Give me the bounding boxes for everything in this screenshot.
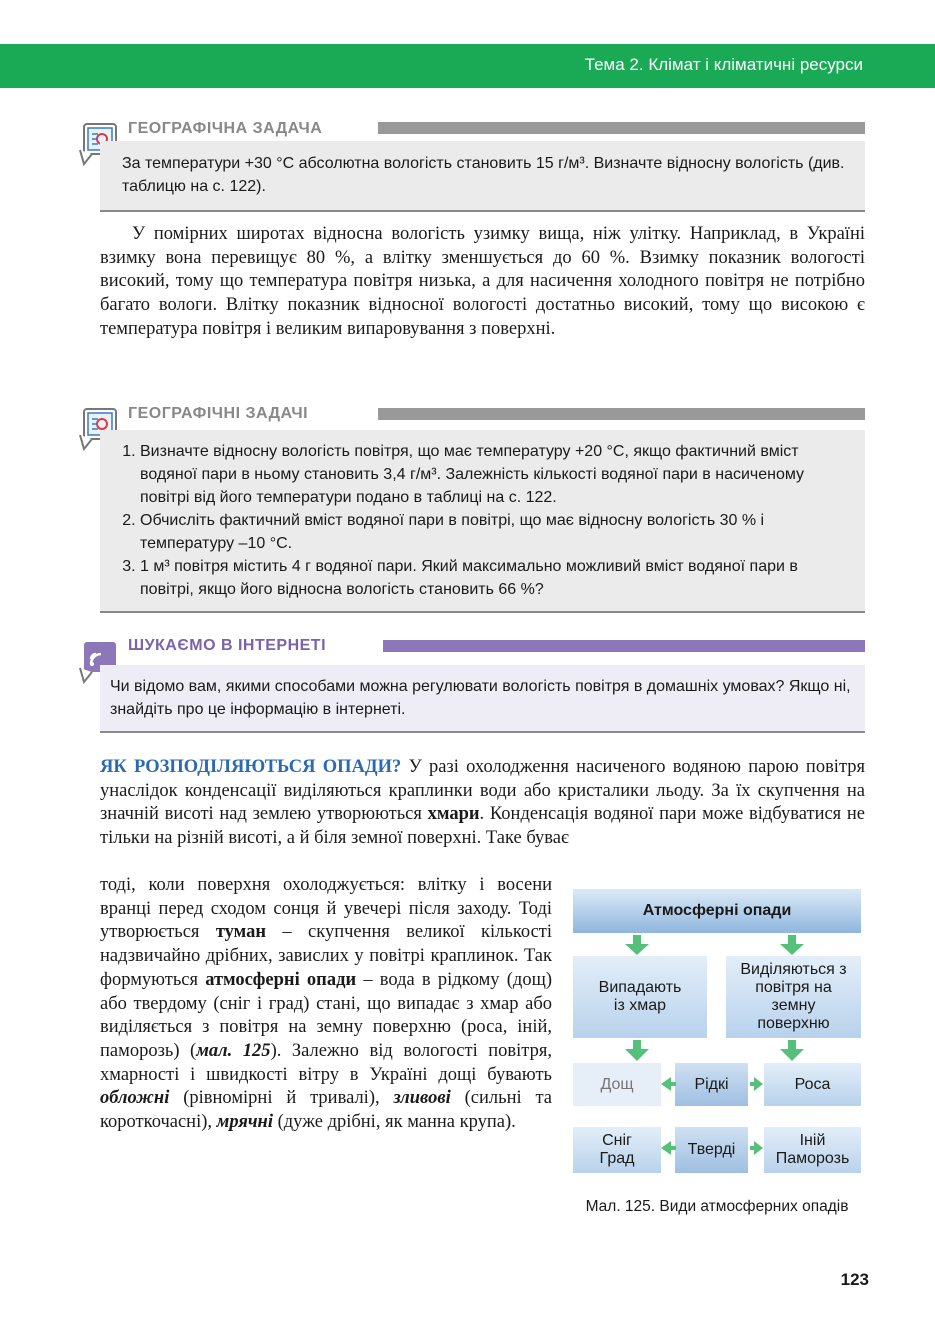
section-text: У разі охолодження насиченого водяною парою повітря унаслідок конденсації виділяються краплинки води або кристалики льоду. За їх скупчення на значній висоті над землею утворюються — [100, 757, 866, 825]
diagram-dew: Роса — [764, 1063, 861, 1106]
tasks-box — [100, 430, 865, 613]
task-box — [100, 141, 865, 212]
task-item: 3. 1 м³ повітря містить 4 г водяної пари. Який максимально можливий вміст водяної пари в повітрі, якщо його відносна вологість становить 66 %? — [140, 555, 843, 601]
section-paragraph — [100, 756, 865, 851]
arrow-right-icon — [754, 1077, 763, 1091]
task-title: ГЕОГРАФІЧНА ЗАДАЧА — [128, 120, 323, 137]
section-text: (сильні та короткочасні), — [100, 1088, 553, 1133]
arrow-left-icon — [661, 1141, 671, 1155]
diagram-from-clouds: Випадають із хмар — [573, 956, 707, 1038]
section-heading: ЯК РОЗПОДІЛЯЮТЬСЯ ОПАДИ? — [100, 757, 402, 777]
figure-reference: мал. 125 — [196, 1040, 271, 1061]
term-fog: туман — [215, 922, 267, 943]
diagram-side-arrows — [659, 1076, 769, 1166]
section-paragraph-cont — [100, 874, 552, 1135]
internet-title: ШУКАЄМО В ІНТЕРНЕТІ — [128, 637, 327, 654]
figure-caption: Мал. 125. Види атмосферних опадів — [585, 1198, 849, 1215]
task-item: 2. Обчисліть фактичний вміст водяної пари в повітрі, що має відносну вологість 30 % і температуру –10 °С. — [140, 509, 843, 555]
chapter-header-bar — [0, 44, 935, 88]
internet-box — [100, 665, 865, 733]
arrow-left-icon — [661, 1077, 671, 1091]
diagram-frost: Іній Паморозь — [764, 1127, 861, 1173]
title-rule — [378, 122, 865, 134]
term-steady-rain: обложні — [100, 1088, 170, 1109]
section-text: тоді, коли поверхня охолоджується: влітку і восени вранці перед сходом сонця й увечері після заходу. Тоді утворюється — [100, 875, 552, 943]
arrow-right-icon — [754, 1141, 763, 1155]
diagram-liquid: Рідкі — [675, 1063, 748, 1106]
body-paragraph: У помірних широтах відносна вологість узимку вища, ніж улітку. Наприклад, в Україні взимку вона перевищує 80 %, а влітку зменшується до 60 %. Взимку показник вологості високий, тому що температура повітря низька, а для насичення холодного повітря не потрібно багато вологи. Влітку показник відносної вологості достатньо високий, тому що високою є температура повітря і великим випаровування з поверхні. — [100, 224, 865, 339]
term-clouds: хмари — [427, 804, 480, 825]
section-text: – скупчення великої кількості надзвичайно дрібних, завислих у повітрі краплинок. Так формуються — [100, 922, 553, 990]
diagram-solid: Тверді — [675, 1127, 748, 1173]
task-item: 1. Визначте відносну вологість повітря, що має температуру +20 °С, якщо фактичний вміст водяної пари в ньому становить 3,4 г/м³. Залежність кількості водяної пари в насиченому повітрі від його температури подано в таблиці на с. 122. — [140, 440, 843, 509]
page-number: 123 — [840, 1270, 869, 1289]
section-text: – вода в рідкому (дощ) або твердому (сніг і град) стані, що випадає з хмар або виділяється з повітря на земну поверхню (роса, іній, паморозь) ( — [100, 969, 552, 1061]
internet-text: Чи відомо вам, якими способами можна регулювати вологість повітря в домашніх умовах? Якщо ні, знайдіть про це інформацію в інтернеті. — [110, 678, 851, 718]
tasks-title: ГЕОГРАФІЧНІ ЗАДАЧІ — [128, 405, 309, 422]
diagram-from-air: Виділяються з повітря на земну поверхню — [726, 956, 861, 1038]
title-rule — [378, 408, 865, 420]
title-rule — [383, 640, 865, 652]
section-text: ). Залежно від вологості повітря, хмарності і швидкості вітру в Україні дощі бувають — [100, 1040, 552, 1085]
task-text: За температури +30 °С абсолютна вологість становить 15 г/м³. Визначте відносну вологість (див. таблицю на с. 122). — [122, 155, 845, 195]
term-drizzle: мрячні — [216, 1112, 273, 1133]
diagram-snow-hail: Сніг Град — [573, 1127, 661, 1173]
diagram-header: Атмосферні опади — [573, 889, 861, 933]
section-text: . Конденсація водяної пари може відбуватися не тільки на різній висоті, а й біля земної поверхні. Таке буває — [100, 804, 865, 849]
chapter-title: Тема 2. Клімат і кліматичні ресурси — [584, 55, 863, 74]
term-precipitation: атмосферні опади — [205, 969, 357, 990]
tasks-list — [100, 440, 853, 601]
diagram-rain: Дощ — [573, 1063, 661, 1106]
section-text: (дуже дрібні, як манна крупа). — [277, 1112, 516, 1133]
section-text: (рівномірні й тривалі), — [183, 1088, 380, 1109]
term-shower: зливові — [393, 1088, 451, 1109]
